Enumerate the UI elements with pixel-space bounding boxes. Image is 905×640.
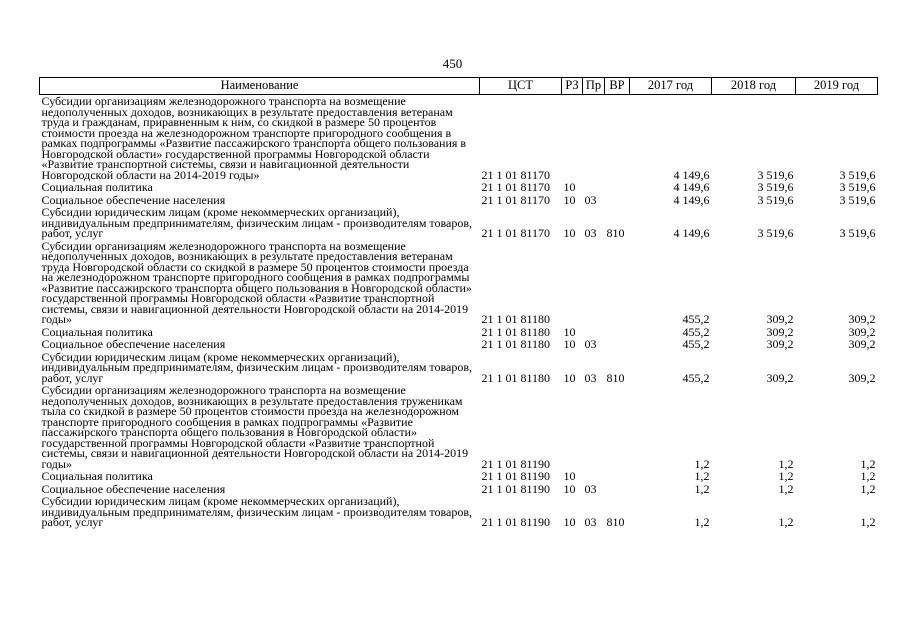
- row-value-2019: 1,2: [860, 469, 876, 483]
- row-vr: [605, 338, 630, 351]
- row-value-2017: 455,2: [682, 370, 710, 385]
- row-value-2017: 1,2: [694, 469, 710, 483]
- row-rz: 10: [563, 226, 576, 240]
- row-pr: 03: [584, 481, 597, 496]
- row-rz: 10: [563, 337, 576, 351]
- row-name: Субсидии юридическим лицам (кроме некоммерческих организаций), индивидуальным предпринимателям, физическим лицам - производителям товаров, работ, услуг: [41, 349, 473, 385]
- row-value-2018: 3 519,6: [757, 226, 794, 240]
- header-year-2018: 2018 год: [712, 78, 796, 95]
- row-pr: [583, 240, 605, 326]
- row-value-2017: 1,2: [694, 481, 710, 496]
- row-cst: 21 1 01 81180: [481, 337, 551, 351]
- row-pr: 03: [584, 192, 597, 207]
- header-year-2019: 2019 год: [796, 78, 878, 95]
- row-value-2017: 455,2: [682, 312, 710, 326]
- row-value-2017: 4 149,6: [673, 180, 710, 194]
- row-name: Социальное обеспечение населения: [41, 337, 226, 351]
- row-pr: 03: [584, 337, 597, 351]
- row-cst: 21 1 01 81170: [481, 192, 551, 207]
- row-value-2018: 3 519,6: [757, 192, 794, 207]
- row-value-2018: 3 519,6: [757, 167, 794, 182]
- row-value-2019: 3 519,6: [839, 167, 876, 182]
- budget-table: [39, 77, 878, 529]
- row-vr: 810: [606, 370, 625, 385]
- row-name: Субсидии организациям железнодорожного транспорта на возмещение недополученных доходов, возникающих в результате предоставления ветеранам труда и гражданам, приравненным к ним, со скидкой в размере 50 процентов стоимости проезда на железнодорожном транспорте пригородного сообщения в рамках подпрограммы «Развитие пассажирского транспорта общего пользования в Новгородской области» государственной программы Новгородской области «Развитие транспортной системы, связи и навигационной деятельности Новгородской области на 2014-2019 годы»: [41, 94, 467, 182]
- row-rz: [562, 240, 583, 326]
- row-vr: [605, 384, 630, 470]
- row-vr: [605, 240, 630, 326]
- table-row: [40, 470, 878, 483]
- row-value-2018: 309,2: [766, 370, 794, 385]
- row-value-2018: 1,2: [778, 456, 794, 471]
- row-value-2019: 309,2: [848, 324, 876, 339]
- row-name: Социальное обеспечение населения: [41, 481, 226, 496]
- table-row: [40, 495, 878, 529]
- row-value-2018: 1,2: [778, 481, 794, 496]
- row-rz: 10: [563, 192, 576, 207]
- row-rz: 10: [563, 370, 576, 385]
- row-cst: 21 1 01 81180: [481, 370, 551, 385]
- header-rz: РЗ: [562, 78, 583, 95]
- row-rz: 10: [563, 481, 576, 496]
- row-value-2019: 1,2: [860, 456, 876, 471]
- row-value-2019: 309,2: [848, 370, 876, 385]
- row-rz: 10: [563, 469, 576, 483]
- row-name: Социальное обеспечение населения: [41, 192, 226, 207]
- header-year-2017: 2017 год: [630, 78, 712, 95]
- row-value-2019: 1,2: [860, 515, 876, 529]
- row-value-2017: 455,2: [682, 324, 710, 339]
- table-row: [40, 338, 878, 351]
- row-cst: 21 1 01 81180: [481, 312, 551, 326]
- table-header-row: [40, 78, 878, 95]
- row-value-2019: 3 519,6: [839, 192, 876, 207]
- row-value-2018: 1,2: [778, 469, 794, 483]
- row-vr: 810: [606, 226, 625, 240]
- table-row: [40, 95, 878, 182]
- row-vr: [605, 194, 630, 207]
- header-name: Наименование: [40, 78, 480, 95]
- row-pr: 03: [584, 226, 597, 240]
- row-cst: 21 1 01 81180: [481, 324, 551, 339]
- row-name: Субсидии организациям железнодорожного транспорта на возмещение недополученных доходов, возникающих в результате предоставления ветеранам труда Новгородской области со скидкой в размере 50 процентов стоимости проезда на железнодорожном транспорте пригородного сообщения в рамках подпрограммы «Развитие пассажирского транспорта общего пользования в Новгородской области» государственной программы Новгородской области «Развитие транспортной системы, связи и навигационной деятельности Новгородской области на 2014-2019 годы»: [41, 238, 472, 326]
- table-row: [40, 206, 878, 240]
- row-rz: 10: [563, 515, 576, 529]
- table-row: [40, 384, 878, 470]
- row-name: Субсидии юридическим лицам (кроме некоммерческих организаций), индивидуальным предпринимателям, физическим лицам - производителям товаров, работ, услуг: [41, 494, 473, 529]
- row-cst: 21 1 01 81170: [481, 180, 551, 194]
- row-name: Социальная политика: [41, 180, 153, 194]
- row-cst: 21 1 01 81170: [481, 226, 551, 240]
- row-vr: [605, 326, 630, 339]
- row-pr: 03: [584, 370, 597, 385]
- row-value-2017: 4 149,6: [673, 167, 710, 182]
- row-value-2017: 1,2: [694, 456, 710, 471]
- row-pr: 03: [584, 515, 597, 529]
- row-value-2019: 309,2: [848, 312, 876, 326]
- row-pr: [583, 181, 605, 194]
- row-rz: [562, 384, 583, 470]
- row-vr: [605, 181, 630, 194]
- page-number: 450: [442, 56, 463, 71]
- header-pr: Пр: [583, 78, 605, 95]
- table-row: [40, 240, 878, 326]
- row-vr: 810: [606, 515, 625, 529]
- table-row: [40, 351, 878, 385]
- header-cst: ЦСТ: [480, 78, 562, 95]
- row-vr: [605, 483, 630, 496]
- row-value-2019: 1,2: [860, 481, 876, 496]
- header-vr: ВР: [605, 78, 630, 95]
- row-value-2017: 4 149,6: [673, 192, 710, 207]
- row-pr: [583, 470, 605, 483]
- row-name: Социальная политика: [41, 324, 153, 339]
- row-rz: 10: [563, 180, 576, 194]
- table-row: [40, 181, 878, 194]
- row-rz: 10: [563, 324, 576, 339]
- row-value-2018: 3 519,6: [757, 180, 794, 194]
- row-value-2019: 309,2: [848, 337, 876, 351]
- table-body: [40, 95, 878, 529]
- row-name: Субсидии юридическим лицам (кроме некоммерческих организаций), индивидуальным предпринимателям, физическим лицам - производителям товаров, работ, услуг: [41, 205, 473, 240]
- row-cst: 21 1 01 81170: [481, 167, 551, 182]
- row-rz: [562, 95, 583, 182]
- row-value-2018: 309,2: [766, 312, 794, 326]
- row-name: Субсидии организациям железнодорожного транспорта на возмещение недополученных доходов, возникающих в результате предоставления труженикам тыла со скидкой в размере 50 процентов стоимости проезда на железнодорожном транспорте пригородного сообщения в рамках подпрограммы «Развитие пассажирского транспорта общего пользования в Новгородской области» государственной программы Новгородской области «Развитие транспортной системы, связи и навигационной деятельности Новгородской области на 2014-2019 годы»: [41, 383, 469, 471]
- row-value-2018: 1,2: [778, 515, 794, 529]
- row-value-2018: 309,2: [766, 337, 794, 351]
- row-pr: [583, 384, 605, 470]
- row-value-2018: 309,2: [766, 324, 794, 339]
- row-vr: [605, 95, 630, 182]
- row-pr: [583, 95, 605, 182]
- row-cst: 21 1 01 81190: [481, 469, 551, 483]
- row-cst: 21 1 01 81190: [481, 481, 551, 496]
- row-value-2017: 4 149,6: [673, 226, 710, 240]
- row-value-2017: 455,2: [682, 337, 710, 351]
- row-name: Социальная политика: [41, 469, 153, 483]
- row-vr: [605, 470, 630, 483]
- row-value-2017: 1,2: [694, 515, 710, 529]
- row-value-2019: 3 519,6: [839, 226, 876, 240]
- row-cst: 21 1 01 81190: [481, 456, 551, 471]
- row-cst: 21 1 01 81190: [481, 515, 551, 529]
- row-value-2019: 3 519,6: [839, 180, 876, 194]
